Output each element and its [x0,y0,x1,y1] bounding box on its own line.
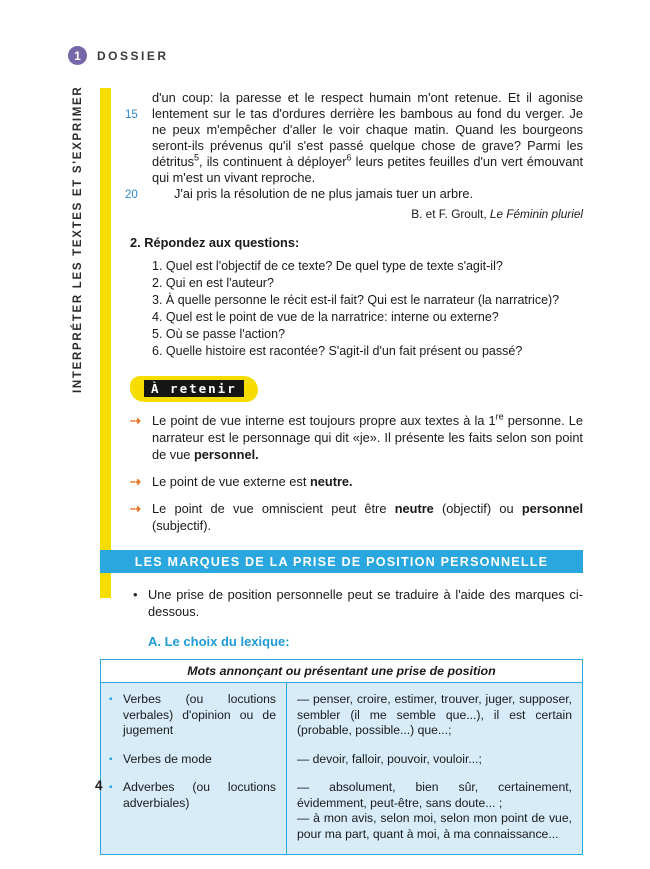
square-bullet-icon: ▪ [109,694,113,705]
question-item: 2. Qui en est l'auteur? [152,276,274,290]
footnote-ref-6: 6 [346,152,352,163]
questions-heading: 2. Répondez aux questions: [130,235,300,250]
line-number-20: 20 [125,189,138,201]
passage-paragraph-1 [152,90,583,186]
attribution-title: Le Féminin pluriel [489,207,583,221]
dossier-number-badge: 1 [68,46,87,65]
question-item: 6. Quelle histoire est racontée? S'agit-il d'un fait présent ou passé? [152,344,523,358]
retenir-bullet-2 [130,473,583,490]
passage-text: d'un coup: la paresse et le respect humain m'ont retenue. Et il agonise lentement sur le tas d'ordures derrière les bambous au fond du verger. Je ne peux m'empêcher d'aller le voir chaque matin. Quand les bourgeons seront-ils prévenus qu'il s'est passé quelque chose de grave? Parmi les détritus [152,90,583,169]
sidebar-vertical-title: INTERPRÉTER LES TEXTES ET S'EXPRIMER [72,85,84,393]
section-banner: LES MARQUES DE LA PRISE DE POSITION PERSONNELLE [100,550,583,573]
passage-attribution [152,206,583,222]
retenir-text: Le point de vue omniscient peut être neutre (objectif) ou personnel (subjectif). [152,501,583,533]
attribution-author: B. et F. Groult, [411,207,490,221]
table-header: Mots annonçant ou présentant une prise de position [101,660,582,683]
retenir-bullet-1 [130,412,583,463]
table-row-right-cell: — devoir, falloir, pouvoir, vouloir...; [286,743,582,772]
arrow-bullet-icon: ⇢ [130,474,141,489]
question-item: 4. Quel est le point de vue de la narratrice: interne ou externe? [152,310,499,324]
question-item: 3. À quelle personne le récit est-il fait? Qui est le narrateur (la narratrice)? [152,293,560,307]
lexique-intro-text: Une prise de position personnelle peut se traduire à l'aide des marques ci-dessous. [148,587,583,619]
retenir-bullet-3 [130,500,583,534]
page-number: 4 [95,778,103,793]
ordinal-superscript: re [495,411,504,422]
square-bullet-icon: ▪ [109,782,113,793]
retenir-highlight [130,376,258,402]
question-item: 5. Où se passe l'action? [152,327,286,341]
main-content [100,90,583,855]
passage-text: , ils continuent à déployer [198,154,347,169]
retenir-text: Le point de vue externe est neutre. [152,474,353,489]
footnote-ref-5: 5 [193,152,199,163]
table-row-right-cell: — penser, croire, estimer, trouver, juger, supposer, sembler (il me semble que...), il est certain (probable, possible...) que...; [286,683,582,743]
table-row-left-cell: ▪ Verbes de mode [109,751,212,766]
dossier-header [68,46,169,65]
questions-section [130,234,583,360]
dossier-label: DOSSIER [97,48,169,63]
retenir-label: À retenir [144,380,244,397]
passage-paragraph-2: J'ai pris la résolution de ne plus jamais tuer un arbre. [174,186,474,201]
passage-text: leurs petites feuilles d'un vert émouvant qui m'est un vivant reproche. [152,154,583,185]
arrow-bullet-icon: ⇢ [130,413,141,428]
table-row-left-cell: ▪ Verbes (ou locutions verbales) d'opinion ou de jugement [109,692,276,737]
arrow-bullet-icon: ⇢ [130,501,141,516]
question-item: 1. Quel est l'objectif de ce texte? De quel type de texte s'agit-il? [152,259,503,273]
lexique-intro [133,586,583,620]
table-row-left-cell: ▪ Adverbes (ou locutions adverbiales) [101,771,286,854]
retenir-text: Le point de vue interne est toujours propre aux textes à la 1re personne. Le narrateur est le personnage qui dit «je». Il présente les faits selon son point de vue personnel. [152,411,584,462]
table-row-right-cell: — absolument, bien sûr, certainement, évidemment, peut-être, sans doute... ; — à mon avis, selon moi, selon mon point de vue, pour ma part, quant à moi, à ma connaissance... [286,771,582,854]
lexique-subheading: A. Le choix du lexique: [148,634,290,649]
lexique-table [100,659,583,855]
retenir-label-wrap [130,376,583,402]
line-number-15: 15 [125,109,138,121]
square-bullet-icon: ▪ [109,753,113,765]
table-body [101,683,582,854]
passage [125,90,583,222]
round-bullet-icon: • [133,587,138,602]
